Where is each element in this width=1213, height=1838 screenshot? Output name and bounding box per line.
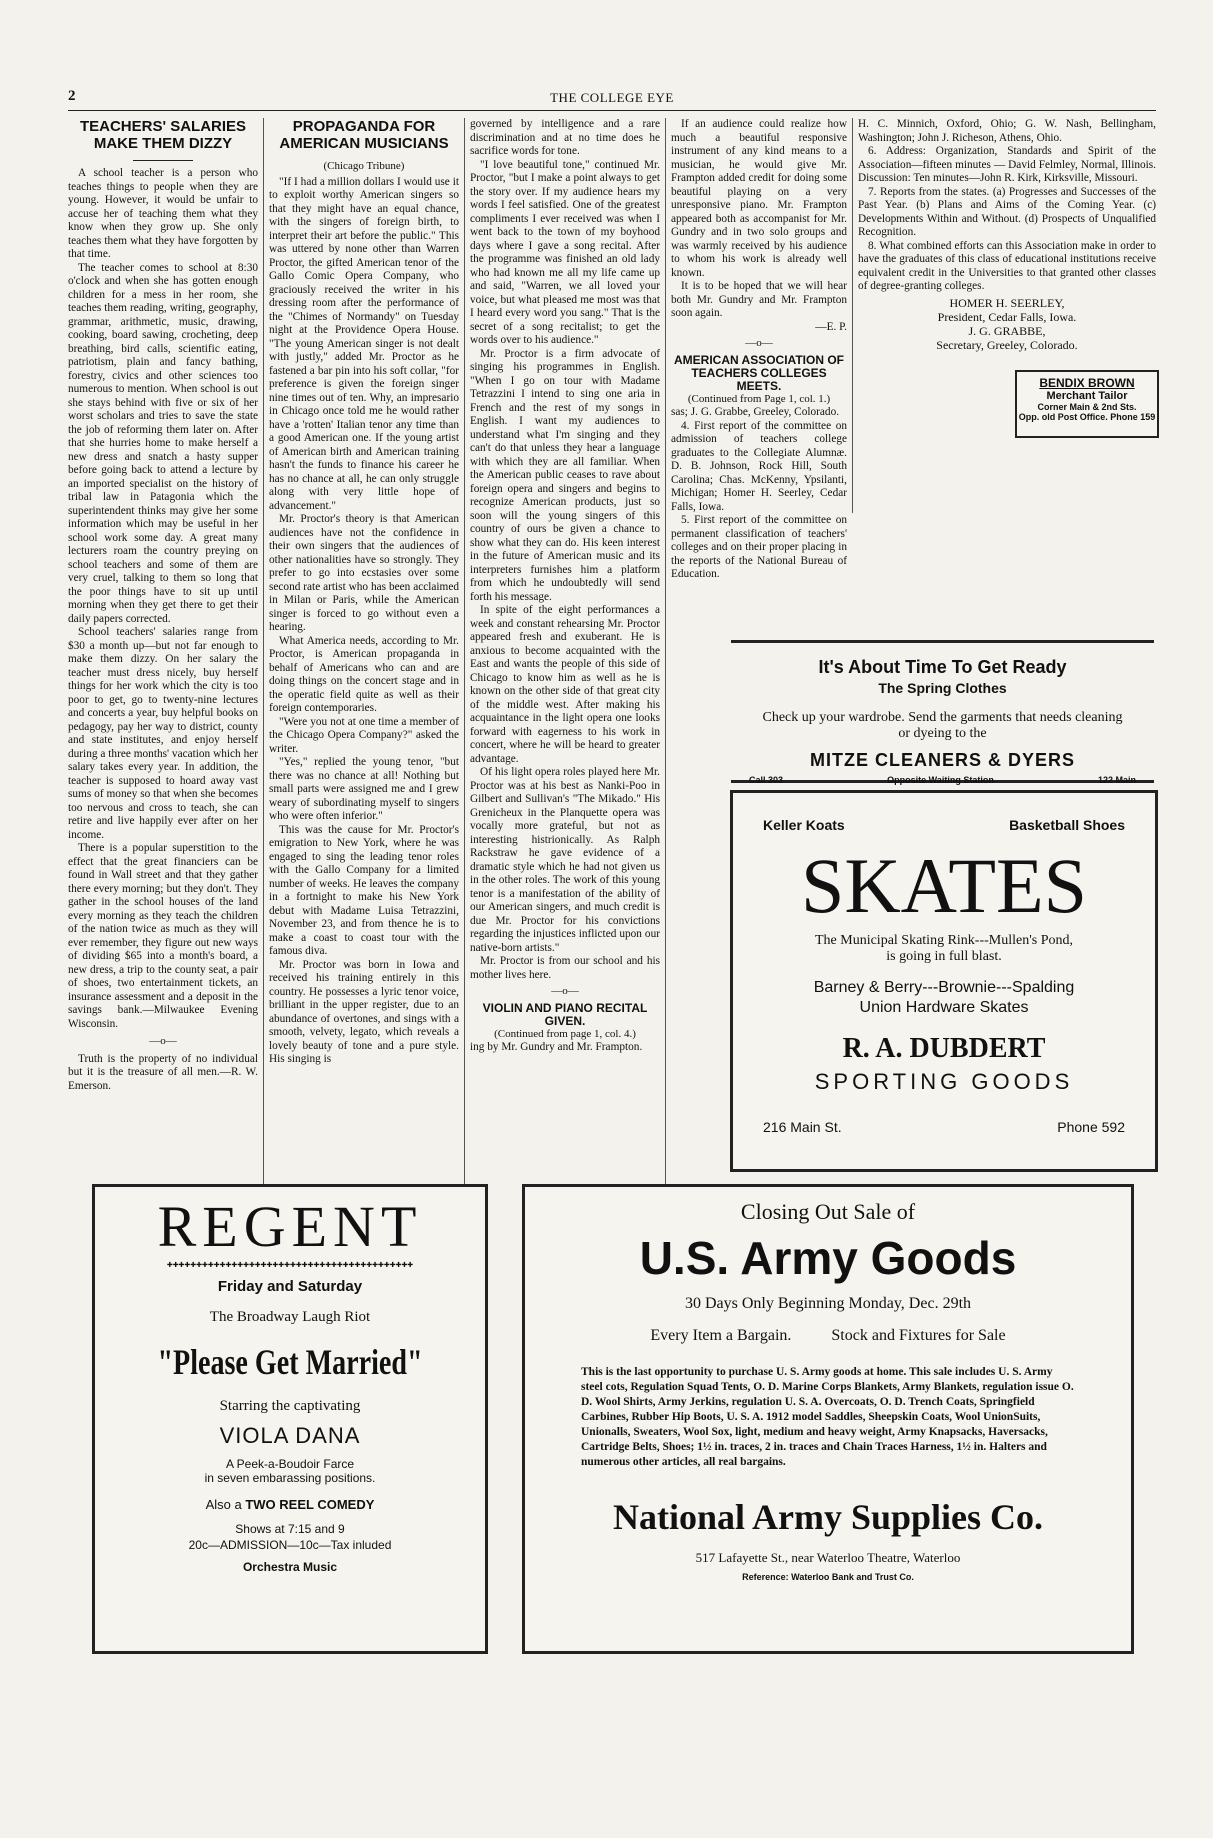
army-address: 517 Lafayette St., near Waterloo Theatre, Waterloo xyxy=(695,1550,961,1565)
army-subline xyxy=(525,1327,1131,1345)
signer-name: HOMER H. SEERLEY, xyxy=(949,295,1065,310)
section-divider: —o— xyxy=(149,1035,177,1047)
regent-also-bold: TWO REEL COMEDY xyxy=(245,1497,375,1512)
ad-bendix-brown xyxy=(1015,370,1159,438)
propaganda-paragraph: "Yes," replied the young tenor, "but there was no chance at all! Nothing but small parts were assigned me and I grew weary of subordinating myself to singers who were often inferior." xyxy=(269,756,459,822)
recital-signature: —E. P. xyxy=(815,320,847,333)
recital-paragraph: It is to be hoped that we will hear both Mr. Gundry and Mr. Frampton soon again. xyxy=(671,280,847,319)
regent-name: REGENT xyxy=(157,1194,423,1259)
teachers-headline: TEACHERS' SALARIES MAKE THEM DIZZY xyxy=(79,118,247,152)
newspaper-title: THE COLLEGE EYE xyxy=(550,90,674,105)
emerson-quote: Truth is the property of no individual but it is the treasure of all men.—R. W. Emerson. xyxy=(68,1052,258,1092)
regent-title: "Please Get Married" xyxy=(157,1342,423,1382)
army-closing: Closing Out Sale of xyxy=(740,1199,916,1224)
association-headline: AMERICAN ASSOCIATION OF TEACHERS COLLEGES MEETS. xyxy=(674,352,844,393)
propaganda-paragraph: Mr. Proctor's theory is that American audiences have not the confidence in their own singers that the audiences of other nationalities have so strongly. They prefer to go into ecstasies over some second rate artist who has been acclaimed in Milan or Paris, while the American singer is forced to go without even a hearing. xyxy=(269,513,459,633)
regent-desc-1: A Peek-a-Boudoir Farce xyxy=(225,1457,355,1471)
mitze-address: 122 Main xyxy=(1097,775,1136,785)
dubdert-name: R. A. DUBDERT xyxy=(842,1033,1046,1064)
army-big: U.S. Army Goods xyxy=(639,1232,1017,1284)
recital-paragraph: ing by Mr. Gundry and Mr. Frampton. xyxy=(470,1041,643,1053)
dubdert-brands-2: Union Hardware Skates xyxy=(859,999,1029,1016)
teachers-paragraph: The teacher comes to school at 8:30 o'clock and when she has gotten enough children for a mess in her room, she teaches them reading, writing, geography, grammar, arithmetic, music, drawing, cooking, board sawing, crocheting, deep breathing, bird calls, scientific eating, patriotism, plain and fancy bathing, forestry, civics and other sciences too numerous to mention. When school is out she stays behind with five or six of her worst scholars and tries to save the state the job of reforming them later on. After that she hurries home to make herself a new dress and snatch a hasty supper before going back to attend a lecture by an imported specialist on the history of tribal law in Patagonia which the superintendent thinks may give her some information which may be useful in her school work some day. A great many lecturers roam the country preying on school teachers and some of them are very cruel, talking to them so long that the poor things have to sit up until morning when they get there to get their daily papers corrected. xyxy=(68,261,258,625)
association-line: H. C. Minnich, Oxford, Ohio; G. W. Nash, Bellingham, Washington; John J. Richeson, Athens, Ohio. xyxy=(858,118,1156,144)
column-divider xyxy=(263,118,264,1238)
army-line-left: Every Item a Bargain. xyxy=(650,1327,792,1344)
association-line: 5. First report of the committee on permanent classification of teachers' colleges and on their proper placing in the reports of the National Bureau of Education. xyxy=(671,514,847,580)
regent-desc-2: in seven embarassing positions. xyxy=(204,1471,376,1485)
teachers-paragraph: There is a popular superstition to the effect that the great financiers can be found in Wall street and that they gather there every morning; but they don't. They gather in the school houses of the land every morning as they teach the children of the nation twice as much as they will ever remember, they figure out new ways of dividing $65 into a month's board, a new dress, a trip to the county seat, a pair of shoes, two entertainment tickets, an insurance assessment and a deposit in the savings bank.—Milwaukee Evening Wisconsin. xyxy=(68,842,258,1030)
army-dates: 30 Days Only Beginning Monday, Dec. 29th xyxy=(684,1295,972,1312)
divider-rule xyxy=(133,160,193,161)
ad-regent-theatre xyxy=(92,1184,488,1654)
propaganda-paragraph: "Were you not at one time a member of the Chicago Opera Company?" asked the writer. xyxy=(269,715,459,755)
regent-starring: Starring the captivating xyxy=(219,1398,361,1414)
bendix-contact: Opp. old Post Office. Phone 159 xyxy=(1018,412,1156,422)
article-propaganda xyxy=(269,118,459,1067)
dubdert-top-row xyxy=(763,817,1125,833)
mitze-opposite: Opposite Waiting Station xyxy=(887,775,994,785)
regent-also xyxy=(95,1497,485,1512)
mitze-headline-2: The Spring Clothes xyxy=(878,680,1007,696)
propaganda-cont-paragraph: In spite of the eight performances a week and constant rehearsing Mr. Proctor appeared fresh and exuberant. He is anxious to become acquainted with the East and wants the people of this side of Chicago to know him as well as he is known on the other side of that great city of the middle west. After making his acquaintance in the light opera one looks forward with eagerness to his work in concert, where he will be heard to greater advantage. xyxy=(470,604,660,765)
signer-title: Secretary, Greeley, Colorado. xyxy=(936,337,1078,352)
article-propaganda-continued xyxy=(470,118,660,1055)
army-reference: Reference: Waterloo Bank and Trust Co. xyxy=(742,1572,914,1582)
dubdert-left-item: Keller Koats xyxy=(763,817,845,833)
article-teachers-salaries xyxy=(68,118,258,1093)
bendix-location: Corner Main & 2nd Sts. xyxy=(1037,402,1137,412)
regent-also-prefix: Also a xyxy=(205,1497,246,1512)
army-body: This is the last opportunity to purchase U. S. Army goods at home. This sale includes U. S. Army steel cots, Regulation Squad Tents, O. D. Marine Corps Blankets, Army Blankets, regulation issue O. D. Wool Shirts, Army Jerkins, regulation U. S. A. Overcoats, O. D. Trench Coats, Springfield Carbines, Rubber Hip Boots, U. S. A. 1912 model Saddles, Sheepskin Coats, Wool UnionSuits, Unionalls, Sweaters, Wool Sox, light, medium and heavy weight, Army Knapsacks, Haversacks, Cartridge Belts, Shoes; 1½ in. traces, 2 in. traces and Chain Traces Harness, 1½ in. Halters and numerous other articles, all real bargains. xyxy=(581,1366,1074,1468)
signer-title: President, Cedar Falls, Iowa. xyxy=(937,309,1077,324)
section-divider: —o— xyxy=(745,337,773,349)
propaganda-cont-paragraph: Of his light opera roles played here Mr. Proctor was at his best as Nanki-Poo in Gilbert and Sullivan's "The Mikado." His Grenicheux in the Planquette opera was vocally more grateful, but not as interesting histrionically. As Ralph Rackstraw he gave evidence of a dramatic style which he had not given us in the other roles. The work of this young tenor is a manifestation of the ability of our American singers, and much credit is due Mr. Proctor for his convictions regarding the injustices inflicted upon our native-born artists." xyxy=(470,766,660,954)
association-line: 4. First report of the committee on admission of teachers college graduates to the Collegiate Alumnæ. D. B. Johnson, Rock Hill, South Carolina; Chas. McKenny, Ypsilanti, Michigan; Homer H. Seerley, Cedar Falls, Iowa. xyxy=(671,419,847,513)
column-divider xyxy=(665,118,666,1238)
dubdert-brands-1: Barney & Berry---Brownie---Spalding xyxy=(813,979,1075,996)
mitze-body: Check up your wardrobe. Send the garments that needs cleaning or dyeing to the xyxy=(762,710,1123,741)
propaganda-paragraph: Mr. Proctor was born in Iowa and received his training entirely in this country. He possesses a lyric tenor voice, brilliant in the upper register, due to an abundance of overtones, and sings with a smooth, velvety, legato, which reveals a lovely beauty of tone and a pure style. His singing is xyxy=(269,958,459,1065)
dubdert-skates: SKATES xyxy=(800,842,1088,929)
propaganda-cont-paragraph: governed by intelligence and a rare discrimination and at no time does he sacrifice words for tone. xyxy=(470,118,660,157)
mitze-call: Call 303 xyxy=(749,775,784,785)
recital-headline: VIOLIN AND PIANO RECITAL GIVEN. xyxy=(482,1000,648,1028)
regent-admission: 20c—ADMISSION—10c—Tax inluded xyxy=(188,1538,392,1552)
dubdert-sub: SPORTING GOODS xyxy=(814,1069,1074,1094)
page-header xyxy=(68,88,1156,111)
regent-days: Friday and Saturday xyxy=(217,1278,363,1295)
association-line: sas; J. G. Grabbe, Greeley, Colorado. xyxy=(671,406,840,418)
mitze-headline-1: It's About Time To Get Ready xyxy=(818,657,1067,677)
mitze-name: MITZE CLEANERS & DYERS xyxy=(809,750,1076,770)
association-signers xyxy=(858,296,1156,352)
propaganda-cont-paragraph: Mr. Proctor is a firm advocate of singing his programmes in English. "When I go on tour with Madame Tetrazzini I intend to sing one aria in French and the rest of my songs in English. I want my audiences to understand what I'm singing and they can't do that unless they hear a language with which they are all familiar. When the American public ceases to rave about foreign opera and singers and begins to recognize American products, just so soon will the young singers of this country of ours be given a chance to show what they can do. His keen interest in the future of American music and its interpreters furnishes him a platform from which he undoubtedly will send forth his message. xyxy=(470,347,660,603)
regent-ornament: ✚✚✚✚✚✚✚✚✚✚✚✚✚✚✚✚✚✚✚✚✚✚✚✚✚✚✚✚✚✚✚✚✚✚✚✚✚✚✚✚✚✚ xyxy=(166,1261,414,1269)
association-line: 7. Reports from the states. (a) Progresses and Successes of the Past Year. (b) Plans and Aims of the Coming Year. (c) Developments Within and Without. (d) Prospects of Unqualified Recognition. xyxy=(858,185,1156,238)
propaganda-paragraph: What America needs, according to Mr. Proctor, is American propaganda in behalf of Americans who can and are doing things on the concert stage and in the operatic field quite as well as their foreign contemporaries. xyxy=(269,634,459,714)
propaganda-cont-paragraph: Mr. Proctor is from our school and his mother lives here. xyxy=(470,955,660,981)
regent-shows: Shows at 7:15 and 9 xyxy=(235,1522,345,1536)
recital-continued-note: (Continued from page 1, col. 4.) xyxy=(494,1027,636,1040)
article-recital-continued xyxy=(671,118,847,582)
army-company: National Army Supplies Co. xyxy=(612,1497,1044,1537)
regent-tagline: The Broadway Laugh Riot xyxy=(209,1309,371,1325)
recital-paragraph: If an audience could realize how much a beautiful responsive instrument of any kind means to a musician, he would give Mr. Frampton added credit for doing some beautiful playing on a very unresponsive piano. Mr. Frampton appeared both as accompanist for Mr. Gundry and in two solo groups and was warmly received by his audience to whom his work is already well known. xyxy=(671,118,847,279)
bendix-trade: Merchant Tailor xyxy=(1046,390,1128,402)
mitze-footer xyxy=(749,775,1136,785)
propaganda-headline: PROPAGANDA FOR AMERICAN MUSICIANS xyxy=(279,118,449,152)
association-line: 8. What combined efforts can this Association make in order to have the graduates of this class of educational institutions receive equivalent credit in the Universities to that granted other classes of degree-granting colleges. xyxy=(858,239,1156,292)
bendix-name: BENDIX BROWN xyxy=(1039,376,1135,390)
propaganda-paragraph: This was the cause for Mr. Proctor's emigration to New York, where he was engaged to sing the leading tenor roles with the Gallo Company for a limited number of weeks. He leaves the company in a fortnight to make his New York debut with Madame Luisa Tetrazzini, November 23, and from thence he is to make a coast to coast tour with the famous diva. xyxy=(269,823,459,957)
dubdert-line-1: The Municipal Skating Rink---Mullen's Pond, xyxy=(814,933,1073,948)
propaganda-cont-paragraph: "I love beautiful tone," continued Mr. Proctor, "but I make a point always to get the story over. If my audience hears my words I feel satisfied. One of the greatest compliments I ever received was when I went back to the town of my boyhood days where I gave a song recital. After the programme was finished an old lady who had known me all my life came up and said, "Warren, we all loved your voice, but what pleased me most was that I heard every word you sang." That is the secret of a song recitalist; to get the words over to his audience." xyxy=(470,158,660,346)
propaganda-source: (Chicago Tribune) xyxy=(323,160,405,172)
regent-star: VIOLA DANA xyxy=(219,1423,361,1448)
ad-army-goods xyxy=(522,1184,1134,1654)
dubdert-bottom-row xyxy=(763,1119,1125,1135)
dubdert-line-2: is going in full blast. xyxy=(886,949,1002,964)
teachers-paragraph: School teachers' salaries range from $30 a month up—but not far enough to make them dizzy. On her salary the teacher must dress nicely, buy herself things for her work which the city is too poor to get, go to twenty-nine lectures and concerts a year, buy helpful books on pedagogy, pay her way to district, county and state institutes, and enjoy herself during a three months' vacation which her salary takes every year. In addition, the teacher is supposed to hoard away vast sums of money so that when she becomes too nervous and cross to teach, she can retire and live happily ever after on her income. xyxy=(68,626,258,841)
dubdert-address: 216 Main St. xyxy=(763,1119,842,1135)
ad-mitze-cleaners xyxy=(731,640,1154,783)
propaganda-paragraph: "If I had a million dollars I would use it to exploit worthy American singers so that they might have an equal chance, with the singers of foreign birth, to interpret their art before the public." This was uttered by none other than Warren Proctor, the gifted American tenor of the Gallo Comic Opera Company, who graciously received the writer in his dressing room after the performance of the "Chimes of Normandy" on Tuesday night at the Providence Opera House. "The young American singer is not dealt with justly," added Mr. Proctor as he fastened a bar pin into his soft collar, "for preference is given the foreign singer nine times out of ten. Why, an impresario in Chicago once told me he would rather have a 'rotten' Italian tenor any time than a good American one. If the young artist of American birth and American training hasn't the funds to finance his career he has no chance at all, he can only struggle along with very little hope of advancement." xyxy=(269,175,459,512)
dubdert-right-item: Basketball Shoes xyxy=(1009,817,1125,833)
ad-dubdert-sporting-goods xyxy=(730,790,1158,1172)
teachers-paragraph: A school teacher is a person who teaches things to people when they are young. However, it would be unfair to accuse her of teaching them what they know when they grow up. She only teaches them what they have forgotten by that time. xyxy=(68,167,258,260)
article-association-right xyxy=(858,118,1156,352)
column-divider xyxy=(464,118,465,1238)
dubdert-phone: Phone 592 xyxy=(1057,1119,1125,1135)
army-line-right: Stock and Fixtures for Sale xyxy=(831,1327,1006,1344)
signer-name: J. G. GRABBE, xyxy=(968,323,1046,338)
page-number: 2 xyxy=(68,88,76,104)
column-divider xyxy=(852,118,853,513)
association-continued-note: (Continued from Page 1, col. 1.) xyxy=(687,392,831,405)
regent-music: Orchestra Music xyxy=(242,1560,338,1574)
section-divider: —o— xyxy=(551,985,579,997)
association-line: 6. Address: Organization, Standards and Spirit of the Association—fifteen minutes — David Felmley, Normal, Illinois. Discussion: Ten minutes—John R. Kirk, Kirksville, Missouri. xyxy=(858,145,1156,184)
